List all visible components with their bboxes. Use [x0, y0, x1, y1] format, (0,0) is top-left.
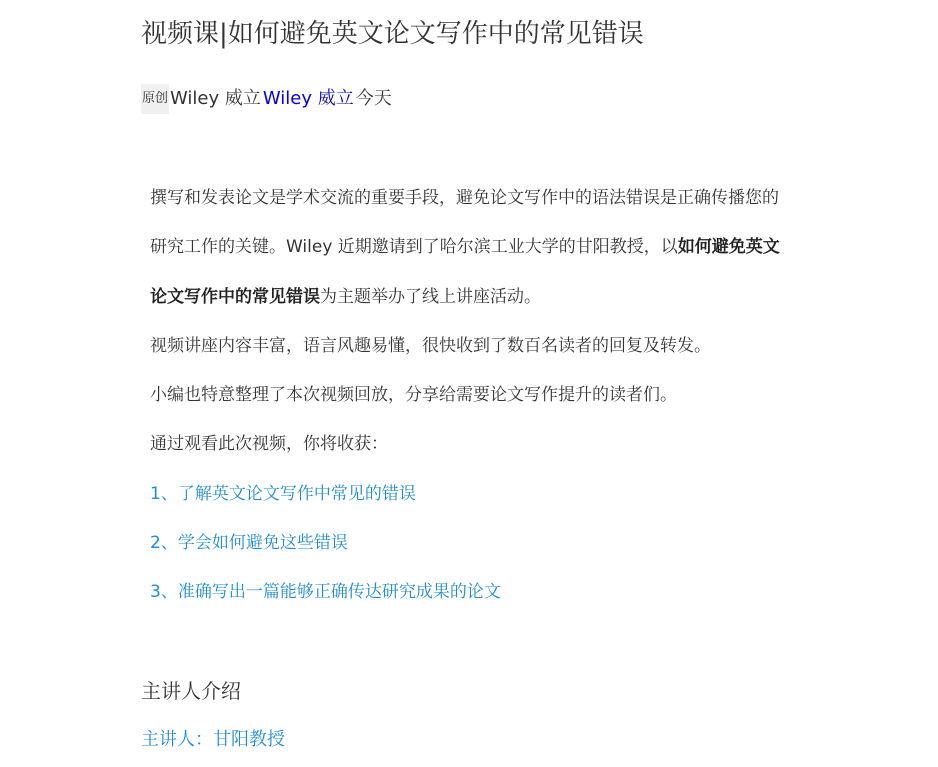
- article-title: 视频课|如何避免英文论文写作中的常见错误: [141, 19, 644, 49]
- article-meta: [141, 84, 392, 114]
- speaker-name: 主讲人：甘阳教授: [141, 729, 285, 750]
- intro-bold-topic: 如何避免英文论文写作中的常见错误: [150, 237, 780, 307]
- benefit-item: 3、准确写出一篇能够正确传达研究成果的论文: [150, 582, 501, 603]
- feedback-paragraph: 视频讲座内容丰富，语言风趣易懂，很快收到了数百名读者的回复及转发。: [150, 335, 711, 356]
- intro-text-start: 撰写和发表论文是学术交流的重要手段，避免论文写作中的语法错误是正确传播您的研究工作的关键。Wiley 近期邀请到了哈尔滨工业大学的甘阳教授，以: [150, 188, 779, 258]
- author-name: Wiley 威立: [170, 88, 261, 109]
- replay-paragraph: 小编也特意整理了本次视频回放，分享给需要论文写作提升的读者们。: [150, 385, 677, 406]
- intro-text-end: 为主题举办了线上讲座活动。: [320, 286, 541, 307]
- benefit-item: 1、了解英文论文写作中常见的错误: [150, 483, 416, 504]
- article-body: [150, 174, 790, 618]
- intro-paragraph: [150, 174, 790, 322]
- speaker-section-heading: 主讲人介绍: [141, 679, 241, 703]
- original-tag: 原创: [141, 84, 169, 114]
- account-link[interactable]: Wiley 威立: [262, 88, 354, 109]
- benefits-intro: 通过观看此次视频，你将收获：: [150, 434, 388, 455]
- publish-date: 今天: [355, 88, 392, 109]
- benefit-item: 2、学会如何避免这些错误: [150, 533, 348, 554]
